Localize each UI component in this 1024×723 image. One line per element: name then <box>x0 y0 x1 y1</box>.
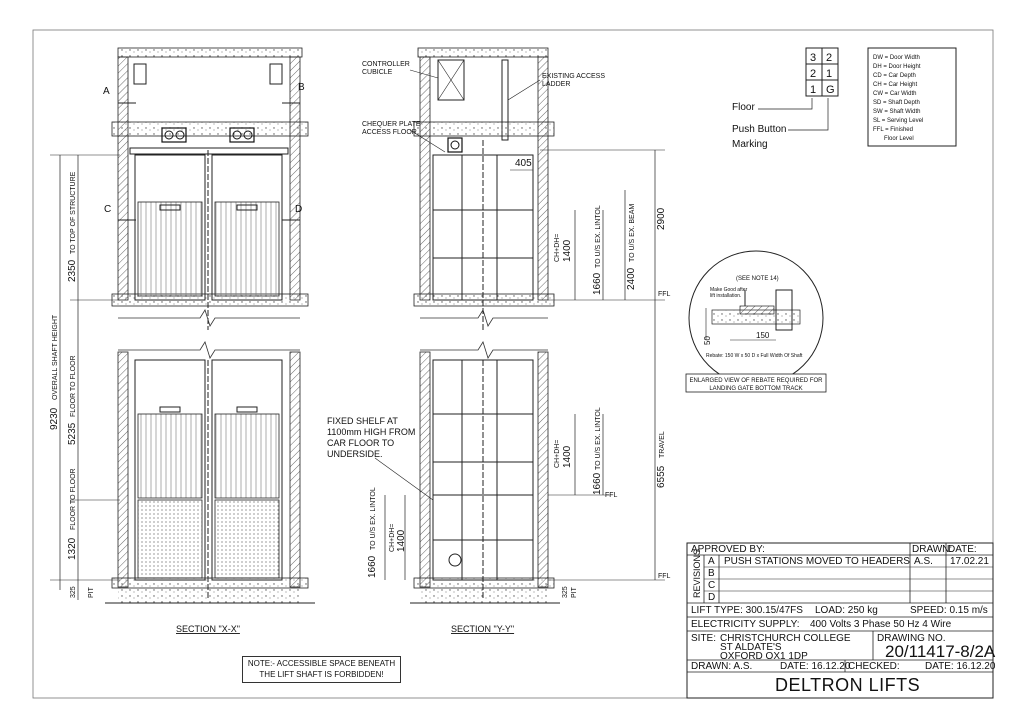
legend-5: SD = Shaft Depth <box>873 100 920 106</box>
note-line-1: NOTE:- ACCESSIBLE SPACE BENEATH <box>247 659 396 668</box>
dim-overall: 9230 <box>49 407 60 430</box>
legend-1: DH = Door Height <box>873 64 921 70</box>
rev-d-letter: D <box>708 592 716 603</box>
key-marking-label: Marking <box>732 139 768 150</box>
dim-1400-mid: 1400 <box>562 445 573 468</box>
dim-top: 2350 <box>67 259 78 282</box>
ffl-lower: FFL <box>658 573 671 580</box>
dim-1660-mid-label: TO U/S EX. LINTOL <box>595 407 602 470</box>
drawn-by: DRAWN: A.S. <box>691 661 753 672</box>
detail-make-good-1: Make Good after <box>710 287 748 293</box>
marker-c: C <box>104 204 112 215</box>
dim-1660-upper-label: TO U/S EX. LINTOL <box>595 205 602 268</box>
key-cell-0-1: 2 <box>826 52 833 64</box>
site-line-2: ST ALDATE'S <box>720 642 782 653</box>
label-controller-1: CONTROLLER <box>362 61 410 68</box>
drawn-date: DATE: 16.12.20 <box>780 661 851 672</box>
dim-floor: 5235 <box>67 422 78 445</box>
key-cell-0-0: 3 <box>810 52 817 64</box>
section-xx <box>49 48 315 634</box>
legend-6: SW = Shaft Width <box>873 109 921 115</box>
rev-a-date: 17.02.21 <box>950 556 989 567</box>
legend-9: Floor Level <box>884 136 914 142</box>
label-shelf-4: UNDERSIDE. <box>327 449 383 459</box>
legend-4: CW = Car Width <box>873 91 917 97</box>
key-cell-1-1: 1 <box>826 68 833 80</box>
load: LOAD: 250 kg <box>815 605 878 616</box>
site-line-3: OXFORD OX1 1DP <box>720 651 808 662</box>
key-cell-2-0: 1 <box>810 84 817 96</box>
dim-chdh-mid: CH+DH= <box>554 439 561 468</box>
dim-pit-yy: 325 <box>562 586 569 598</box>
dim-top-label: TO TOP OF STRUCTURE <box>70 171 77 254</box>
marker-a: A <box>103 86 110 97</box>
dim-pit-label: PIT <box>88 587 95 598</box>
rebate-detail <box>686 251 826 392</box>
legend-7: SL = Serving Level <box>873 118 924 124</box>
label-shelf-3: CAR FLOOR TO <box>327 438 395 448</box>
rev-c-letter: C <box>708 580 716 591</box>
marker-d: D <box>295 204 303 215</box>
abbreviation-legend <box>868 48 956 146</box>
checked-date: DATE: 16.12.20 <box>925 661 996 672</box>
detail-caption-2: LANDING GATE BOTTOM TRACK <box>709 386 803 392</box>
site-line-1: CHRISTCHURCH COLLEGE <box>720 633 851 644</box>
dim-1660-mid: 1660 <box>592 472 603 495</box>
dim-1660-lower-label: TO U/S EX. LINTOL <box>370 487 377 550</box>
dim-1400-upper: 1400 <box>562 239 573 262</box>
key-floor-label: Floor <box>732 102 755 113</box>
legend-2: CD = Car Depth <box>873 73 916 79</box>
label-shelf-1: FIXED SHELF AT <box>327 416 398 426</box>
dim-overall-label: OVERALL SHAFT HEIGHT <box>52 314 59 400</box>
rev-b-letter: B <box>708 568 715 579</box>
dim-pit: 325 <box>70 586 77 598</box>
checked-label: CHECKED: <box>848 661 900 672</box>
lower-car <box>135 360 282 600</box>
dim-1660-lower: 1660 <box>367 555 378 578</box>
section-yy-title: SECTION "Y-Y" <box>451 624 515 634</box>
detail-note: (SEE NOTE 14) <box>736 276 779 282</box>
dim-pit-yy-label: PIT <box>571 587 578 598</box>
legend-8: FFL = Finished <box>873 127 913 133</box>
dim-floor-label: FLOOR TO FLOOR <box>70 355 77 417</box>
legend-0: DW = Door Width <box>873 55 920 61</box>
label-ladder-1: EXISTING ACCESS <box>542 73 606 80</box>
speed: SPEED: 0.15 m/s <box>910 605 988 616</box>
ffl-mid: FFL <box>605 492 618 499</box>
dim-405: 405 <box>515 158 532 169</box>
electricity-value: 400 Volts 3 Phase 50 Hz 4 Wire <box>810 619 952 630</box>
legend-3: CH = Car Height <box>873 82 918 88</box>
ffl-upper: FFL <box>658 291 671 298</box>
push-button-key <box>732 48 838 150</box>
approved-by-label: APPROVED BY: <box>691 544 765 555</box>
dim-2400: 2400 <box>626 267 637 290</box>
detail-make-good-2: lift installation. <box>710 293 742 299</box>
label-chequer-2: ACCESS FLOOR <box>362 129 417 136</box>
note-line-2: THE LIFT SHAFT IS FORBIDDEN! <box>259 670 384 679</box>
label-chequer-1: CHEQUER PLATE <box>362 121 421 128</box>
detail-dim-50: 50 <box>703 336 712 345</box>
pit-buffer-icon <box>449 554 461 566</box>
dim-1400-lower: 1400 <box>396 529 407 552</box>
site-label: SITE: <box>691 633 717 644</box>
section-xx-title: SECTION "X-X" <box>176 624 240 634</box>
detail-rebate: Rebate: 150 W x 50 D x Full Width Of Shaft <box>706 353 803 359</box>
label-ladder-2: LADDER <box>542 81 571 88</box>
label-shelf-2: 1100mm HIGH FROM <box>327 427 416 437</box>
marker-b: B <box>298 82 305 93</box>
key-cell-1-0: 2 <box>810 68 817 80</box>
detail-dim-150: 150 <box>756 331 770 340</box>
rev-a-letter: A <box>708 556 715 567</box>
dim-6555: 6555 <box>656 465 667 488</box>
section-yy <box>327 48 671 634</box>
rev-a-desc: PUSH STATIONS MOVED TO HEADERS <box>724 556 910 567</box>
dim-lower: 1320 <box>67 537 78 560</box>
dim-lower-label: FLOOR TO FLOOR <box>70 468 77 530</box>
lift-type: LIFT TYPE: 300.15/47FS <box>691 605 803 616</box>
drawn-header: DRAWN: <box>912 544 953 555</box>
detail-caption-1: ENLARGED VIEW OF REBATE REQUIRED FOR <box>689 378 823 384</box>
drawing-no-label: DRAWING NO. <box>877 633 946 644</box>
revisions-label: REVISIONS <box>692 548 702 598</box>
dim-chdh-upper: CH+DH= <box>554 233 561 262</box>
date-header: DATE: <box>948 544 977 555</box>
key-cell-2-1: G <box>826 84 835 96</box>
key-push-label: Push Button <box>732 124 787 135</box>
drawing-no: 20/11417-8/2A <box>885 642 996 661</box>
rev-a-drawn: A.S. <box>914 556 933 567</box>
dim-6555-label: TRAVEL <box>659 431 666 458</box>
dim-2400-label: TO U/S EX. BEAM <box>629 203 636 262</box>
dim-chdh-lower: CH+DH= <box>389 523 396 552</box>
company-name: DELTRON LIFTS <box>775 675 921 695</box>
dim-2900: 2900 <box>656 207 667 230</box>
access-note <box>242 656 401 683</box>
yy-motor-icon <box>448 138 462 152</box>
label-controller-2: CUBICLE <box>362 69 393 76</box>
electricity-label: ELECTRICITY SUPPLY: <box>691 619 800 630</box>
dim-1660-upper: 1660 <box>592 272 603 295</box>
